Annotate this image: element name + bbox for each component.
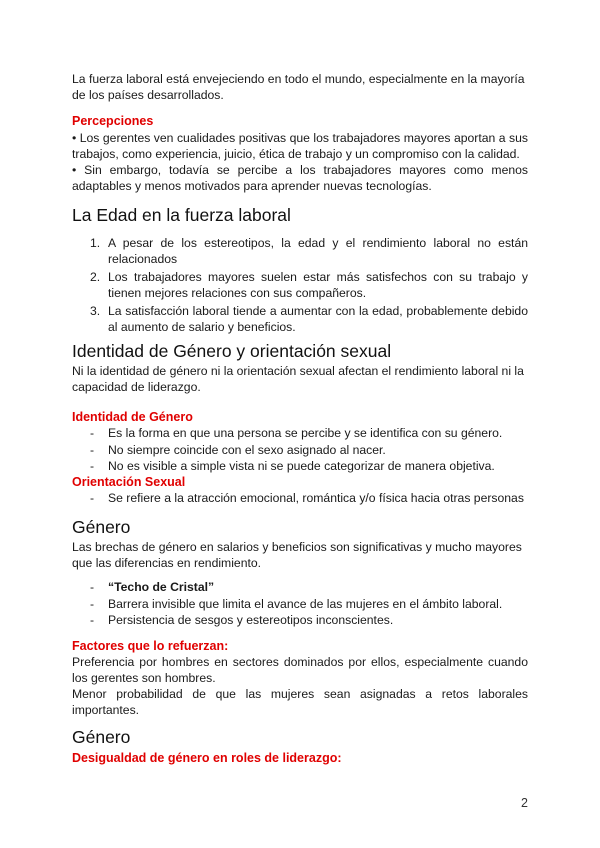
list-item	[72, 442, 528, 459]
list-item	[72, 612, 528, 629]
edad-list	[72, 235, 528, 337]
list-item-text: Se refiere a la atracción emocional, romántica y/o física hacia otras personas	[108, 491, 524, 505]
factores-heading: Factores que lo refuerzan:	[72, 639, 229, 653]
identidad-genero-list	[72, 425, 528, 475]
list-item-text: Los trabajadores mayores suelen estar más satisfechos con su trabajo y tienen mejores relaciones con sus compañeros.	[108, 270, 528, 300]
list-item	[72, 425, 528, 442]
dash-marker: -	[90, 426, 95, 440]
techo-de-cristal-label: “Techo de Cristal”	[108, 580, 215, 594]
list-item-text: No siempre coincide con el sexo asignado al nacer.	[108, 442, 386, 457]
list-item	[72, 596, 528, 613]
list-number: 2.	[90, 270, 101, 284]
list-item	[72, 269, 528, 301]
genero-heading-2: Género	[72, 727, 131, 747]
edad-heading: La Edad en la fuerza laboral	[72, 205, 291, 225]
identidad-heading: Identidad de Género y orientación sexual	[72, 341, 392, 361]
list-item	[72, 303, 528, 335]
orientacion-heading: Orientación Sexual	[72, 475, 186, 489]
factores-paragraph: Preferencia por hombres en sectores dominados por ellos, especialmente cuando los gerentes son hombres.	[72, 655, 528, 685]
identidad-genero-heading: Identidad de Género	[72, 410, 193, 424]
percepciones-bullet: • Los gerentes ven cualidades positivas que los trabajadores mayores aportan a sus trabajos, como experiencia, juicio, ética de trabajo y un compromiso con la calidad.	[72, 131, 528, 161]
list-item-text: Barrera invisible que limita el avance de las mujeres en el ámbito laboral.	[108, 596, 503, 611]
list-number: 1.	[90, 236, 101, 250]
list-number: 3.	[90, 304, 101, 318]
dash-marker: -	[90, 491, 95, 505]
factores-paragraph: Menor probabilidad de que las mujeres sean asignadas a retos laborales importantes.	[72, 687, 528, 717]
list-item-text: No es visible a simple vista ni se puede categorizar de manera objetiva.	[108, 459, 495, 473]
list-item-text: Persistencia de sesgos y estereotipos inconscientes.	[108, 613, 394, 627]
intro-paragraph: La fuerza laboral está envejeciendo en todo el mundo, especialmente en la mayoría de los países desarrollados.	[72, 72, 525, 102]
list-item	[72, 490, 528, 507]
dash-marker: -	[90, 580, 95, 594]
dash-marker: -	[90, 613, 95, 627]
list-item-text: La satisfacción laboral tiende a aumentar con la edad, probablemente debido al aumento de salario y beneficios.	[108, 304, 528, 334]
genero-heading: Género	[72, 517, 131, 537]
page-number: 2	[521, 796, 528, 810]
dash-marker: -	[90, 596, 95, 611]
genero-list	[72, 579, 528, 629]
identidad-intro: Ni la identidad de género ni la orientación sexual afectan el rendimiento laboral ni la capacidad de liderazgo.	[72, 364, 524, 394]
list-item	[72, 235, 528, 267]
percepciones-bullet: • Sin embargo, todavía se percibe a los trabajadores mayores como menos adaptables y menos motivados para aprender nuevas tecnologías.	[72, 163, 528, 193]
list-item	[72, 458, 528, 475]
genero-intro: Las brechas de género en salarios y beneficios son significativas y mucho mayores que las diferencias en rendimiento.	[72, 540, 522, 570]
list-item	[72, 579, 528, 596]
percepciones-section	[72, 113, 528, 194]
dash-marker: -	[90, 442, 95, 457]
list-item-text: A pesar de los estereotipos, la edad y el rendimiento laboral no están relacionados	[108, 236, 528, 266]
dash-marker: -	[90, 459, 95, 473]
list-item-text: Es la forma en que una persona se percibe y se identifica con su género.	[108, 426, 503, 440]
orientacion-list	[72, 490, 528, 507]
percepciones-heading: Percepciones	[72, 114, 154, 128]
liderazgo-heading: Desigualdad de género en roles de liderazgo:	[72, 751, 342, 765]
